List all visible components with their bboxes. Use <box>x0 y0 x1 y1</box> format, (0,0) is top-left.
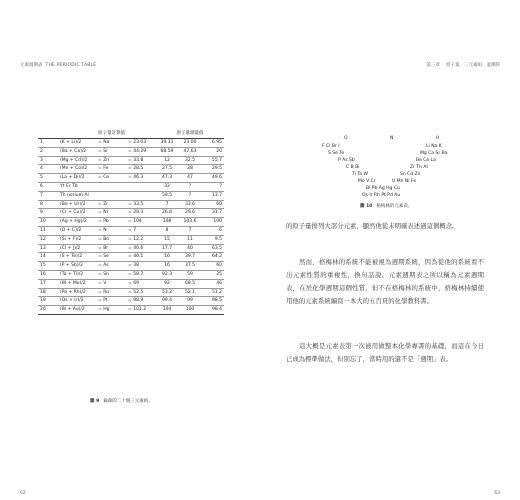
table-cell-m2: 59 <box>178 270 202 279</box>
table-cell-m3: 98.4 <box>202 306 224 315</box>
table-cell-m1: 7 <box>156 200 178 209</box>
table-cell-calc_val: = 40.1 <box>126 253 156 262</box>
table-row <box>38 156 224 165</box>
header-calc: 原子量計算值 <box>96 130 156 139</box>
table-cell-calc: = Pt <box>96 297 126 306</box>
table-cell-m3: 98.5 <box>202 297 224 306</box>
table-cell-calc: = Sr <box>96 147 126 156</box>
element-symbol: Bi Pb Ag Hg Cu <box>366 186 400 191</box>
table-row <box>38 226 224 235</box>
table-cell-m2: 100 <box>178 306 202 315</box>
table-cell-calc_val: = 12.2 <box>126 235 156 244</box>
table-cell-calc_val: = 58.7 <box>126 270 156 279</box>
table-cell-n: 18 <box>38 288 58 297</box>
table-cell-calc: = Bo <box>96 235 126 244</box>
table-cell-formula: (W + Mo)/2 <box>58 279 96 288</box>
table-cell-m2: 52.1 <box>178 288 202 297</box>
element-symbol: Os Ir Rh Pt Pd Au <box>362 193 401 198</box>
table-cell-n: 1 <box>38 139 58 148</box>
table-cell-m1: 92.3 <box>156 270 178 279</box>
table-cell-formula: (Pa + Rh)/2 <box>58 288 96 297</box>
table-cell-calc_val: = 98.9 <box>126 297 156 306</box>
table-cell-calc_val: = 29.3 <box>126 209 156 218</box>
table-cell-n: 4 <box>38 165 58 174</box>
table-cell-m1: 8 <box>156 226 178 235</box>
table-cell-m3: 49.6 <box>202 174 224 183</box>
table-cell-calc: = Pb <box>96 218 126 227</box>
element-symbol: U Mn Ni Fe <box>392 179 417 184</box>
table-cell-formula: (O + C)/2 <box>58 226 96 235</box>
table-row <box>38 139 224 148</box>
table-cell-formula: (Ag + Hg)/2 <box>58 218 96 227</box>
element-symbol: Ti Ta W <box>352 172 368 177</box>
table-cell-calc: = N <box>96 226 126 235</box>
table-cell-m1: 15 <box>156 235 178 244</box>
header-chapter: 第三章 <box>426 63 440 68</box>
table-cell-formula: (S + Te)/2 <box>58 253 96 262</box>
table-cell-calc: = Ni <box>96 209 126 218</box>
table-cell-calc <box>96 182 126 191</box>
table-cell-m1: 39.11 <box>156 139 178 148</box>
table-row <box>38 165 224 174</box>
table-cell-calc_val: = 46.3 <box>126 174 156 183</box>
table-cell-n: 10 <box>38 218 58 227</box>
table-cell-m1: 53.2 <box>156 288 178 297</box>
figure-10-caption <box>360 203 412 209</box>
table-cell-calc: = Na <box>96 139 126 148</box>
table-cell-m2: 32.5 <box>178 156 202 165</box>
table-cell-m3: 6 <box>202 226 224 235</box>
header-blank <box>38 130 96 139</box>
table-cell-m3: 20 <box>202 147 224 156</box>
table-cell-m2: 68.5 <box>178 279 202 288</box>
table-row <box>38 200 224 209</box>
table-cell-n: 17 <box>38 279 58 288</box>
right-page <box>268 63 500 496</box>
gmelin-element-diagram <box>268 78 500 198</box>
table-cell-formula: (Bi + Au)/2 <box>58 306 96 315</box>
table-cell-m1: 92 <box>156 279 178 288</box>
table-cell-calc: = Br <box>96 244 126 253</box>
caption-text: 格梅林的元素表。 <box>376 204 413 209</box>
table-cell-m3: 64.2 <box>202 253 224 262</box>
table-cell-m3: 25 <box>202 270 224 279</box>
header-chapter-title: 原子量、三元素組、童漢時 <box>446 63 500 68</box>
table-cell-m3: 13.7 <box>202 191 224 200</box>
table-cell-n: 7 <box>38 191 58 200</box>
table-cell-m3: 31.7 <box>202 209 224 218</box>
element-symbol: C B Bi <box>346 165 360 170</box>
table-cell-m1: 104 <box>156 306 178 315</box>
table-row <box>38 279 224 288</box>
table-cell-m1: 26.8 <box>156 209 178 218</box>
element-symbol: Mo V Cr <box>358 179 376 184</box>
table-cell-calc_val <box>126 191 156 200</box>
table-cell-m1: 16 <box>156 253 178 262</box>
table-cell-n: 9 <box>38 209 58 218</box>
table-cell-calc: = As <box>96 262 126 271</box>
right-running-header <box>268 62 500 68</box>
table-cell-n: 8 <box>38 200 58 209</box>
element-symbol: Sn Cd Zn <box>400 172 421 177</box>
table-cell-formula: (Mg + Cd)/2 <box>58 156 96 165</box>
table-cell-calc_val: = 33.5 <box>126 200 156 209</box>
table-cell-m1: 47.3 <box>156 174 178 183</box>
header-title-cn: 元素週期表 <box>20 63 43 68</box>
element-symbol: Li Na K <box>426 144 442 149</box>
table-cell-calc: = Hg <box>96 306 126 315</box>
caption-label: 圖 9 <box>90 399 100 404</box>
table-row <box>38 209 224 218</box>
table-row <box>38 270 224 279</box>
caption-label: 圖 10 <box>360 204 373 209</box>
header-measured: 原子量測量值 <box>156 130 224 139</box>
element-symbol: N <box>390 136 394 141</box>
table-cell-m1: 17.7 <box>156 244 178 253</box>
table-cell-calc_val: = 104 <box>126 218 156 227</box>
table-cell-m1: 99.4 <box>156 297 178 306</box>
table-cell-m3: ? <box>202 182 224 191</box>
table-cell-n: 19 <box>38 297 58 306</box>
element-symbol: Be Ce La <box>416 158 436 163</box>
body-paragraph: 這大概是元素表第一次被用做整本化學專書的基礎，而這在今日已成為標準做法，但別忘了，當時用的還不是「週期」表。 <box>286 342 484 363</box>
table-body <box>38 139 224 315</box>
table-cell-m2: 33.6 <box>178 200 202 209</box>
table-cell-formula: (P + Sb)/2 <box>58 262 96 271</box>
table-cell-formula: (Ba + Ca)/2 <box>58 147 96 156</box>
table-cell-calc_val: = 101.2 <box>126 306 156 315</box>
table-cell-m2: 11 <box>178 235 202 244</box>
table-cell-formula: (La + Di)/2 <box>58 174 96 183</box>
table-cell-n: 15 <box>38 262 58 271</box>
table-cell-calc: = Zn <box>96 156 126 165</box>
element-symbol: O <box>344 136 348 141</box>
table-cell-m3: 100 <box>202 218 224 227</box>
table-cell-m3: 29.5 <box>202 165 224 174</box>
table-cell-m2: 47.63 <box>178 147 202 156</box>
body-paragraph: 的原子量排列大部分元素，顯然他從未明確表述過這個概念。 <box>286 222 459 230</box>
table-cell-formula: (Si + F)/2 <box>58 235 96 244</box>
table-cell-formula: (Cr + Cu)/2 <box>58 209 96 218</box>
table-cell-calc_val <box>126 182 156 191</box>
table-cell-calc: = V <box>96 279 126 288</box>
table-cell-m2: 37.5 <box>178 262 202 271</box>
element-symbol: H <box>436 136 440 141</box>
table-cell-formula: (Be + Ur)/2 <box>58 200 96 209</box>
table-cell-m2: ? <box>178 182 202 191</box>
table-cell-m2: 7 <box>178 226 202 235</box>
table-row <box>38 244 224 253</box>
table-row <box>38 147 224 156</box>
left-page <box>20 63 252 496</box>
table-cell-calc_val: = 69 <box>126 279 156 288</box>
table-cell-m3: 9.5 <box>202 235 224 244</box>
table-header-row <box>38 130 224 139</box>
table-cell-m1: 108 <box>156 218 178 227</box>
table-row <box>38 191 224 200</box>
table-cell-m3: 55.7 <box>202 156 224 165</box>
table-cell-n: 16 <box>38 270 58 279</box>
table-row <box>38 174 224 183</box>
table-cell-m1: 59.5 <box>156 191 178 200</box>
table-cell-m3: 46 <box>202 279 224 288</box>
element-symbol: S Se Te <box>328 151 345 156</box>
table-cell-m2: 39.7 <box>178 253 202 262</box>
table-cell-n: 12 <box>38 235 58 244</box>
table-cell-n: 14 <box>38 253 58 262</box>
page-number: 63 <box>494 491 500 496</box>
element-symbol: Zr Th Al <box>410 165 428 170</box>
table-cell-formula: Th norium Al <box>58 191 96 200</box>
table-cell-formula: (Ta + Ti)/2 <box>58 270 96 279</box>
table-cell-m2: 40 <box>178 244 202 253</box>
table-cell-n: 11 <box>38 226 58 235</box>
table-cell-m2: 99 <box>178 297 202 306</box>
element-symbol: F Cl Br I <box>322 144 340 149</box>
table-cell-m3: 60 <box>202 262 224 271</box>
table-cell-formula: (K + Li)/2 <box>58 139 96 148</box>
table-cell-n: 13 <box>38 244 58 253</box>
table-cell-calc: = Zr <box>96 200 126 209</box>
table-cell-calc: = Ce <box>96 174 126 183</box>
table-cell-calc: = Se <box>96 253 126 262</box>
table-cell-calc_val: = 7 <box>126 226 156 235</box>
table-cell-m2: ? <box>178 191 202 200</box>
table-cell-calc_val: = 28.5 <box>126 165 156 174</box>
table-cell-calc_val: = 23.03 <box>126 139 156 148</box>
table-cell-n: 20 <box>38 306 58 315</box>
body-paragraph: 然而，格梅林的系統不能被視為週期系統，因為從他的系統看不出元素性質的重複性，換句話說，元素週期表之所以稱為元素週期表，在於化學週期這個性質，但不在格梅林的系統中，格梅林持續使用他的元素系統編寫一本大的五百頁的化學教科書。 <box>286 258 484 305</box>
table-cell-calc_val: = 44.29 <box>126 147 156 156</box>
table-cell-n: 6 <box>38 182 58 191</box>
table-cell-formula: (Mn + Co)/2 <box>58 165 96 174</box>
header-title-en: THE PERIODIC TABLE <box>45 63 97 68</box>
table-row <box>38 218 224 227</box>
table-cell-n: 2 <box>38 147 58 156</box>
table-cell-n: 5 <box>38 174 58 183</box>
table-cell-m3: 60 <box>202 200 224 209</box>
triads-table <box>38 130 224 315</box>
table-cell-calc_val: = 40.6 <box>126 244 156 253</box>
table-cell-m2: 23.00 <box>178 139 202 148</box>
table-cell-calc: = Fe <box>96 165 126 174</box>
element-symbol: Mg Ca Sr Ba <box>420 151 448 156</box>
table-cell-m1: 27.5 <box>156 165 178 174</box>
table-row <box>38 253 224 262</box>
table-cell-formula: (Cl + J)/2 <box>58 244 96 253</box>
left-running-header <box>20 62 252 68</box>
table-cell-m2: 28 <box>178 165 202 174</box>
table-row <box>38 288 224 297</box>
table-row <box>38 297 224 306</box>
table-cell-n: 3 <box>38 156 58 165</box>
table-cell-m1: 16 <box>156 262 178 271</box>
table-cell-calc: = Sn <box>96 270 126 279</box>
table-cell-m3: 6.95 <box>202 139 224 148</box>
table-cell-calc: = Ru <box>96 288 126 297</box>
table-row <box>38 182 224 191</box>
page-number: 62 <box>20 491 26 496</box>
table-cell-formula: Yt Er Tb <box>58 182 96 191</box>
figure-9-caption <box>90 398 153 404</box>
table-row <box>38 262 224 271</box>
table-cell-calc <box>96 191 126 200</box>
table-cell-m2: 29.6 <box>178 209 202 218</box>
table-cell-calc_val: = 52.5 <box>126 288 156 297</box>
element-symbol: P As Sb <box>338 158 355 163</box>
table-cell-m3: 63.5 <box>202 244 224 253</box>
table-cell-m2: 47 <box>178 174 202 183</box>
table-row <box>38 306 224 315</box>
table-cell-calc_val: = 33.8 <box>126 156 156 165</box>
table-cell-m2: 103.6 <box>178 218 202 227</box>
table-cell-calc_val: = 38 <box>126 262 156 271</box>
table-cell-formula: (Os + Ir)/2 <box>58 297 96 306</box>
table-cell-m1: 68.59 <box>156 147 178 156</box>
table-row <box>38 235 224 244</box>
table-cell-m1: 12 <box>156 156 178 165</box>
table-cell-m3: 51.2 <box>202 288 224 297</box>
table-cell-m1: 32 <box>156 182 178 191</box>
caption-text: 倫森的二十個三元素組。 <box>103 399 153 404</box>
